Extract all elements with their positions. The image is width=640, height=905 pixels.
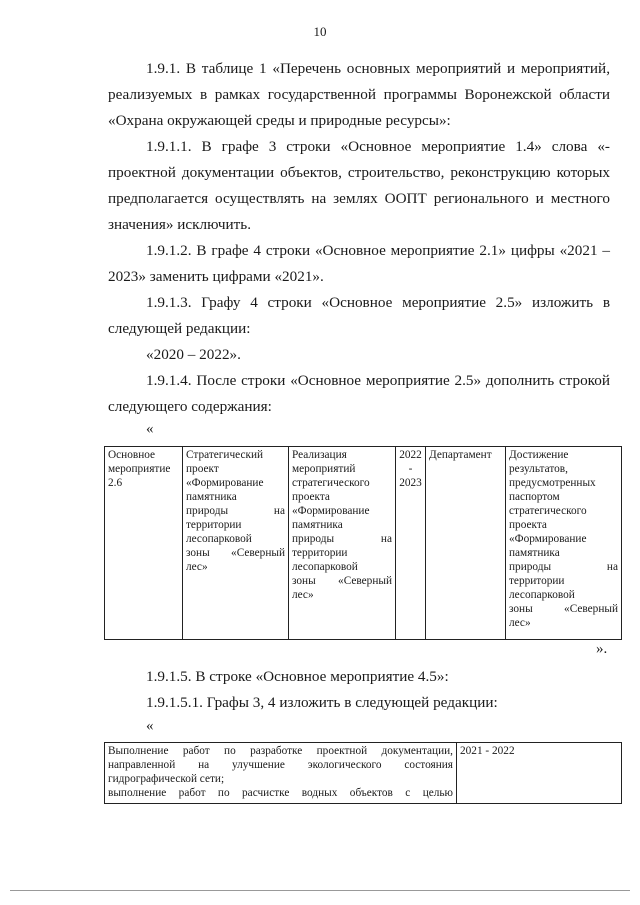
page-number: 10: [313, 24, 327, 39]
cell-period: 2021 - 2022: [457, 743, 622, 804]
text-line: следующего содержания:: [108, 398, 272, 415]
open-quote-2: «: [146, 718, 154, 734]
text-line: 1.9.1.5. В строке «Основное мероприятие 4.5»:: [146, 668, 449, 685]
text-line: предполагается осуществлять на землях ООПТ регионального и местного: [108, 190, 610, 207]
text-line: 1.9.1.2. В графе 4 строки «Основное мероприятие 2.1» цифры «2021 –: [146, 242, 610, 259]
text-line: 2023» заменить цифрами «2021».: [108, 268, 324, 285]
inserted-row-table: [104, 446, 622, 640]
text-line: следующей редакции:: [108, 320, 251, 337]
paragraph-1-9-1-4: [108, 368, 610, 420]
paragraph-1-9-1-3: [108, 290, 610, 342]
text-line: «2020 – 2022».: [146, 346, 241, 363]
cell-project-name: Стратегический проект «Формирование памятника природы на территории лесопарковой зоны «Северный лес»: [183, 447, 289, 640]
text-line: реализуемых в рамках государственной программы Воронежской области: [108, 86, 610, 103]
cell-activity-number: Основное мероприятие 2.6: [105, 447, 183, 640]
text-line: 1.9.1.1. В графе 3 строки «Основное мероприятие 1.4» слова «-: [146, 138, 610, 155]
paragraph-1-9-1-2: [108, 238, 610, 290]
columns-3-4-table: [104, 742, 622, 804]
text-line: 1.9.1.3. Графу 4 строки «Основное мероприятие 2.5» изложить в: [146, 294, 610, 311]
table-row: [105, 447, 622, 640]
text-line: 1.9.1. В таблице 1 «Перечень основных мероприятий и мероприятий,: [146, 60, 610, 77]
text-line: 1.9.1.4. После строки «Основное мероприятие 2.5» дополнить строкой: [146, 372, 610, 389]
cell-works-description: Выполнение работ по разработке проектной документации, направленной на улучшение экологического состояния гидрографической сети; выполнение работ по расчистке водных объектов с целью: [105, 743, 457, 804]
paragraph-1-9-1-1: [108, 134, 610, 238]
paragraph-years: [108, 342, 610, 368]
cell-description: Реализация мероприятий стратегического проекта «Формирование памятника природы на территории лесопарковой зоны «Северный лес»: [289, 447, 396, 640]
text-line: 1.9.1.5.1. Графы 3, 4 изложить в следующей редакции:: [146, 694, 498, 711]
paragraph-1-9-1-5-1: [108, 690, 610, 716]
end-quote: ».: [596, 641, 608, 657]
paragraph-1-9-1: [108, 56, 610, 134]
cell-executor: Департамент: [426, 447, 506, 640]
page-bottom-rule: [10, 890, 630, 891]
table-row: [105, 743, 622, 804]
open-quote: «: [146, 421, 154, 437]
text-line: «Охрана окружающей среды и природные ресурсы»:: [108, 112, 451, 129]
cell-expected-result: Достижение результатов, предусмотренных паспортом стратегического проекта «Формирование памятника природы на территории лесопарковой зоны «Северный лес»: [506, 447, 622, 640]
paragraph-1-9-1-5: [108, 664, 610, 690]
text-line: значения» исключить.: [108, 216, 251, 233]
cell-years: 2022 - 2023: [396, 447, 426, 640]
text-line: проектной документации объектов, строительство, реконструкцию которых: [108, 164, 610, 181]
